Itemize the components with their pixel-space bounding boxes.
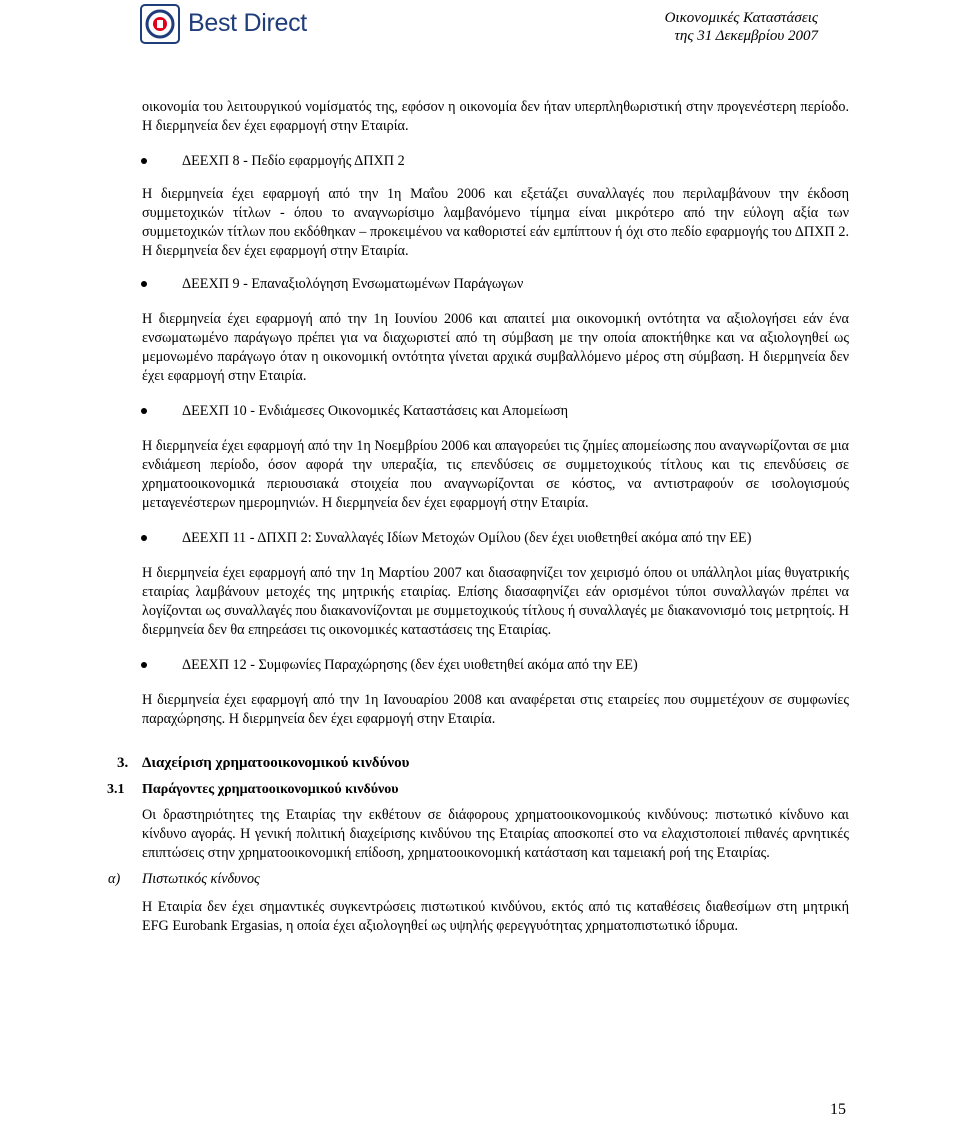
bullet-item bbox=[142, 529, 849, 548]
subsection-number: 3.1 bbox=[107, 782, 125, 797]
intro-paragraph: οικονομία του λειτουργικού νομίσματός της, εφόσον η οικονομία δεν ήταν υπερπληθωριστική στην προγενέστερη περίοδο. Η διερμηνεία δεν έχει εφαρμογή στην Εταιρία. bbox=[142, 99, 849, 134]
bullet-title: ΔΕΕΧΠ 9 - Επαναξιολόγηση Ενσωματωμένων Παράγωγων bbox=[182, 276, 524, 292]
bullet-paragraph: Η διερμηνεία έχει εφαρμογή από την 1η Μαΐου 2006 και εξετάζει συναλλαγές που περιλαμβάνουν την έκδοση συμμετοχικών τίτλων - όπου το αναγνωρίσιμο λαμβανόμενο τίμημα είναι μικρότερο από την εύλογη αξία των συμμετοχικών τίτλων που εκδόθηκαν – προκειμένου να καθοριστεί εάν εμπίπτουν ή όχι στο πεδίο εφαρμογής του ΔΠΧΠ 2. Η διερμηνεία δεν έχει εφαρμογή στην Εταιρία. bbox=[142, 186, 849, 259]
bullet-item bbox=[142, 152, 849, 171]
subsection-heading bbox=[107, 782, 849, 798]
page-header bbox=[0, 0, 960, 60]
document-header bbox=[665, 9, 818, 45]
subsection-a-heading bbox=[108, 871, 849, 888]
subsection-title: Παράγοντες χρηματοοικονομικού κινδύνου bbox=[142, 782, 399, 797]
bullet-paragraph: Η διερμηνεία έχει εφαρμογή από την 1η Ιανουαρίου 2008 και αναφέρεται στις εταιρείες που συμμετέχουν σε συμφωνίες παραχώρησης. Η διερμηνεία δεν έχει εφαρμογή στην Εταιρία. bbox=[142, 692, 849, 727]
bullet-item bbox=[142, 656, 849, 675]
bullet-title: ΔΕΕΧΠ 8 - Πεδίο εφαρμογής ΔΠΧΠ 2 bbox=[182, 153, 405, 169]
bullet-title: ΔΕΕΧΠ 12 - Συμφωνίες Παραχώρησης (δεν έχει υιοθετηθεί ακόμα από την ΕΕ) bbox=[182, 657, 638, 673]
section-heading bbox=[117, 755, 849, 772]
section-number: 3. bbox=[117, 755, 129, 771]
page-number: 15 bbox=[830, 1101, 846, 1118]
bullet-icon bbox=[141, 408, 147, 414]
page-content bbox=[107, 98, 849, 936]
subsection-a-title: Πιστωτικός κίνδυνος bbox=[142, 871, 260, 887]
subsection-paragraph: Οι δραστηριότητες της Εταιρίας την εκθέτουν σε διάφορους χρηματοοικονομικούς κινδύνους: πιστωτικό κίνδυνο και κίνδυνο αγοράς. Η γενική πολιτική διαχείρισης κινδύνου της Εταιρίας αποσκοπεί στο να ελαχιστοποιεί πιθανές αρνητικές επιπτώσεις στην χρηματοοικονομική επίδοση, χρηματοοικονομική κατάσταση και ταμειακή ροή της Εταιρίας. bbox=[142, 807, 849, 861]
bullet-icon bbox=[141, 281, 147, 287]
document-title: Οικονομικές Καταστάσεις bbox=[664, 10, 818, 26]
bullet-item bbox=[142, 402, 849, 421]
bullet-icon bbox=[141, 158, 147, 164]
document-date: της 31 Δεκεμβρίου 2007 bbox=[674, 28, 818, 44]
bullet-title: ΔΕΕΧΠ 11 - ΔΠΧΠ 2: Συναλλαγές Ιδίων Μετοχών Ομίλου (δεν έχει υιοθετηθεί ακόμα από την ΕΕ) bbox=[182, 530, 752, 546]
bullet-item bbox=[142, 275, 849, 294]
bullet-icon bbox=[141, 662, 147, 668]
subsection-a-label: α) bbox=[108, 871, 121, 887]
bullet-paragraph: Η διερμηνεία έχει εφαρμογή από την 1η Ιουνίου 2006 και απαιτεί μια οικονομική οντότητα να αξιολογήσει εάν ένα ενσωματωμένο παράγωγο πρέπει για να διαχωριστεί από τη σύμβαση με την οποία αποκτήθηκε και να αξιολογηθεί ως μεμονωμένο παράγωγο όταν η οικονομική οντότητα γίνεται αρχικά συμβαλλόμενο μέρος στη σύμβαση. Η διερμηνεία δεν έχει εφαρμογή στην Εταιρία. bbox=[142, 311, 849, 384]
bullet-paragraph: Η διερμηνεία έχει εφαρμογή από την 1η Μαρτίου 2007 και διασαφηνίζει τον χειρισμό όπου οι υπάλληλοι μίας θυγατρικής εταιρίας λαμβάνουν μετοχές της μητρικής εταιρίας. Επίσης διασαφηνίζει εάν ορισμένοι τύποι συναλλαγών πρέπει να λογίζονται ως συναλλαγές που διακανονίζονται με συμμετοχικούς τίτλους ή συναλλαγές με διακανονισμό τοις μετρητοίς. Η διερμηνεία δεν θα επηρεάσει τις οικονομικές καταστάσεις της Εταιρίας. bbox=[142, 565, 849, 638]
section-title: Διαχείριση χρηματοοικονομικού κινδύνου bbox=[142, 755, 410, 771]
bullet-title: ΔΕΕΧΠ 10 - Ενδιάμεσες Οικονομικές Καταστάσεις και Απομείωση bbox=[182, 403, 569, 419]
brand-name: Best Direct bbox=[188, 9, 307, 37]
best-direct-logo bbox=[140, 4, 310, 44]
best-direct-logo-icon bbox=[140, 4, 182, 44]
bullet-paragraph: Η διερμηνεία έχει εφαρμογή από την 1η Νοεμβρίου 2006 και απαγορεύει τις ζημίες απομείωσης που αναγνωρίζονται σε μια ενδιάμεση περίοδο, όσον αφορά την υπεραξία, τις επενδύσεις σε συμμετοχικούς τίτλους και τις επενδύσεις σε χρηματοοικονομικά περιουσιακά στοιχεία που αναγνωρίζονται σε κόστος, να αντιστραφούν σε ισολογισμούς μεταγενέστερων ημερομηνιών. Η διερμηνεία δεν έχει εφαρμογή στην Εταιρία. bbox=[142, 438, 849, 511]
bullet-icon bbox=[141, 535, 147, 541]
subsection-a-paragraph: Η Εταιρία δεν έχει σημαντικές συγκεντρώσεις πιστωτικού κινδύνου, εκτός από τις καταθέσεις διαθεσίμων στη μητρική EFG Eurobank Ergasias, η οποία έχει αξιολογηθεί ως υψηλής φερεγγυότητας χρηματοπιστωτικό ίδρυμα. bbox=[142, 899, 849, 934]
